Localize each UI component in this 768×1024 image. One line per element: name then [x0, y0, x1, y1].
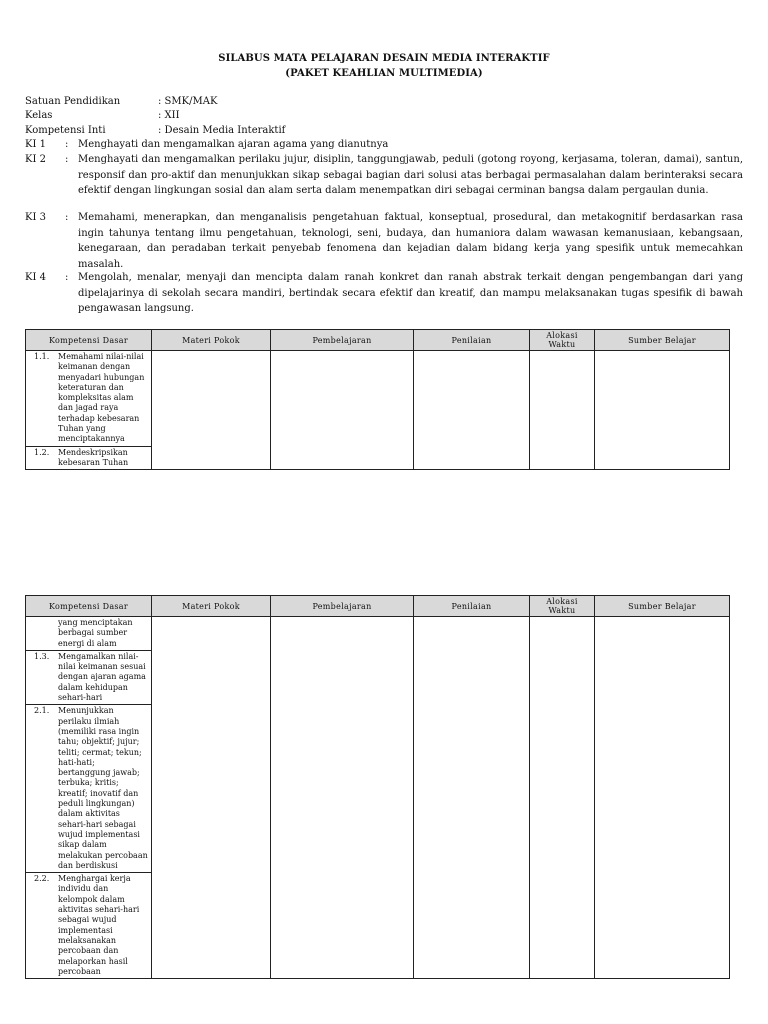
- kd-text: Menunjukkan perilaku ilmiah (memiliki rasa ingin tahu; objektif; jujur; teliti; cermat; tekun; hati-hati; bertanggung jawab; terbuka; kritis; kreatif; inovatif dan peduli lingkungan) dalam aktivitas sehari-hari sebagai wujud implementasi sikap dalam melakukan percobaan dan berdiskusi: [58, 706, 148, 870]
- ki-3: [25, 210, 743, 272]
- header-pembelajaran: Pembelajaran: [271, 596, 414, 617]
- table-row: [26, 351, 730, 470]
- syllabus-table-2: [25, 595, 730, 979]
- header-kompetensi-dasar: Kompetensi Dasar: [26, 596, 152, 617]
- alokasi-waktu-cell: [530, 351, 595, 470]
- pembelajaran-cell: [271, 617, 414, 979]
- kd-number: 1.2.: [34, 447, 50, 457]
- meta-value: : SMK/MAK: [158, 96, 218, 107]
- ki-text: Mengolah, menalar, menyaji dan mencipta dalam ranah konkret dan ranah abstrak terkait dengan pengembangan dari yang dipelajarinya di sekolah secara mandiri, bertindak secara efektif dan kreatif, dan mampu melaksanakan tugas spesifik di bawah pengawasan langsung.: [78, 272, 743, 315]
- kd-text: yang menciptakan berbagai sumber energi di alam: [58, 618, 133, 648]
- penilaian-cell: [414, 351, 530, 470]
- kd-number: 1.3.: [34, 651, 50, 661]
- header-sumber-belajar: Sumber Belajar: [595, 330, 730, 351]
- meta-label: Kompetensi Inti: [25, 125, 106, 136]
- alokasi-waktu-cell: [530, 617, 595, 979]
- materi-pokok-cell: [152, 617, 271, 979]
- kompetensi-dasar-cell: [26, 351, 152, 470]
- kd-item: [26, 617, 151, 651]
- meta-label: Kelas: [25, 110, 53, 121]
- header-materi-pokok: Materi Pokok: [152, 596, 271, 617]
- meta-kompetensi-inti: [25, 124, 285, 137]
- kd-item: [26, 651, 151, 705]
- kd-item: [26, 705, 151, 873]
- header-pembelajaran: Pembelajaran: [271, 330, 414, 351]
- sumber-belajar-cell: [595, 351, 730, 470]
- header-kompetensi-dasar: Kompetensi Dasar: [26, 330, 152, 351]
- ki-code: KI 3: [25, 212, 46, 223]
- sumber-belajar-cell: [595, 617, 730, 979]
- kd-item: [26, 873, 151, 978]
- ki-colon: :: [65, 272, 69, 283]
- ki-colon: :: [65, 139, 69, 150]
- kd-number: 2.1.: [34, 706, 50, 716]
- ki-4: [25, 270, 743, 317]
- header-penilaian: Penilaian: [414, 596, 530, 617]
- kd-text: Menghargai kerja individu dan kelompok dalam aktivitas sehari-hari sebagai wujud implementasi melaksanakan percobaan dan melaporkan hasil percobaan: [58, 874, 140, 976]
- ki-1: [25, 137, 743, 153]
- header-sumber-belajar: Sumber Belajar: [595, 596, 730, 617]
- kd-item: [26, 447, 151, 470]
- kd-number: 2.2.: [34, 874, 50, 884]
- meta-kelas: [25, 109, 180, 122]
- ki-colon: :: [65, 154, 69, 165]
- kd-item: [26, 351, 151, 447]
- header-materi-pokok: Materi Pokok: [152, 330, 271, 351]
- kd-text: Memahami nilai-nilai keimanan dengan menyadari hubungan keteraturan dan kompleksitas alam dan jagad raya terhadap kebesaran Tuhan yang menciptakannya: [58, 352, 145, 444]
- meta-label: Satuan Pendidikan: [25, 96, 121, 107]
- header-penilaian: Penilaian: [414, 330, 530, 351]
- penilaian-cell: [414, 617, 530, 979]
- document-subtitle: (PAKET KEAHLIAN MULTIMEDIA): [285, 68, 483, 79]
- table-header-row: [26, 596, 730, 617]
- kompetensi-dasar-cell: [26, 617, 152, 979]
- ki-2: [25, 152, 743, 199]
- kd-text: Mengamalkan nilai-nilai keimanan sesuai dengan ajaran agama dalam kehidupan sehari-hari: [58, 651, 146, 703]
- meta-satuan-pendidikan: [25, 95, 217, 108]
- materi-pokok-cell: [152, 351, 271, 470]
- ki-code: KI 2: [25, 154, 46, 165]
- ki-code: KI 4: [25, 272, 46, 283]
- header-alokasi-waktu: Alokasi Waktu: [530, 330, 595, 351]
- table-header-row: [26, 330, 730, 351]
- ki-code: KI 1: [25, 139, 46, 150]
- ki-text: Menghayati dan mengamalkan ajaran agama yang dianutnya: [78, 139, 389, 150]
- ki-colon: :: [65, 212, 69, 223]
- syllabus-table-1: [25, 329, 730, 470]
- meta-value: : Desain Media Interaktif: [158, 125, 286, 136]
- document-title: SILABUS MATA PELAJARAN DESAIN MEDIA INTERAKTIF: [218, 53, 550, 64]
- kd-text: Mendeskripsikan kebesaran Tuhan: [58, 447, 129, 467]
- meta-value: : XII: [158, 110, 180, 121]
- pembelajaran-cell: [271, 351, 414, 470]
- header-alokasi-waktu: Alokasi Waktu: [530, 596, 595, 617]
- ki-text: Memahami, menerapkan, dan menganalisis pengetahuan faktual, konseptual, prosedural, dan metakognitif berdasarkan rasa ingin tahunya tentang ilmu pengetahuan, teknologi, seni, budaya, dan humaniora dalam wawasan kemanusiaan, kebangsaan, kenegaraan, dan peradaban terkait penyebab fenomena dan kejadian dalam bidang kerja yang spesifik untuk memecahkan masalah.: [78, 212, 743, 270]
- kd-number: 1.1.: [34, 352, 50, 361]
- table-row: [26, 617, 730, 979]
- ki-text: Menghayati dan mengamalkan perilaku jujur, disiplin, tanggungjawab, peduli (gotong royong, kerjasama, toleran, damai), santun, responsif dan pro-aktif dan menunjukkan sikap sebagai bagian dari solusi atas berbagai permasalahan dalam berinteraksi secara efektif dengan lingkungan sosial dan alam serta dalam menempatkan diri sebagai cerminan bangsa dalam pergaulan dunia.: [78, 154, 743, 197]
